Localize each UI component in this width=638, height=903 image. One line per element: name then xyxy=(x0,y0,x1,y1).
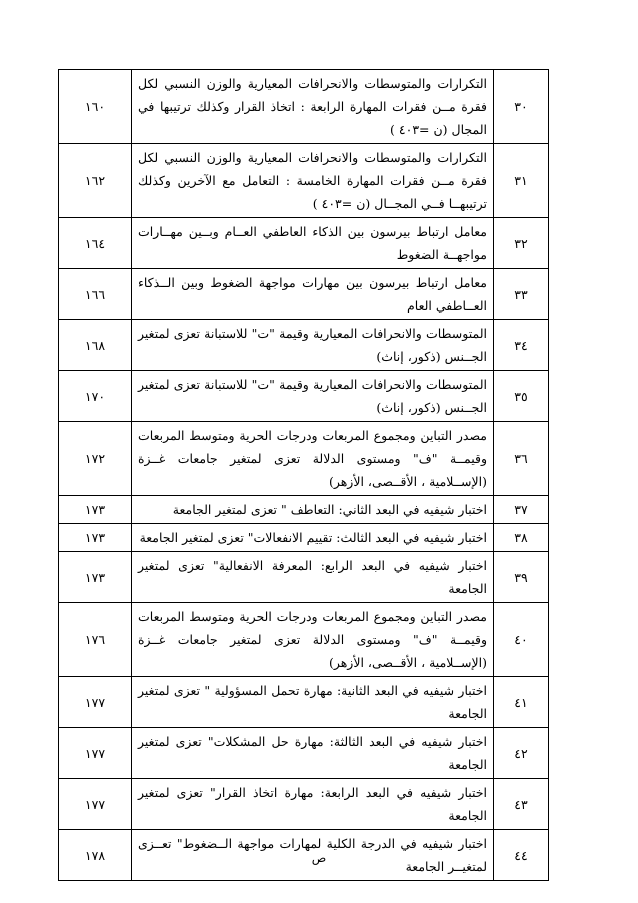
table-number: ٣١ xyxy=(494,144,549,218)
table-number: ٣٤ xyxy=(494,320,549,371)
table-row xyxy=(59,70,549,144)
table-number: ٣٩ xyxy=(494,552,549,603)
table-title: اختبار شيفيه في البعد الثاني: التعاطف " تعزى لمتغير الجامعة xyxy=(132,496,494,524)
page-number: ١٦٤ xyxy=(59,218,132,269)
table-title: اختبار شيفيه في البعد الثالثة: مهارة حل المشكلات" تعزى لمتغير الجامعة xyxy=(132,728,494,779)
table-title: المتوسطات والانحرافات المعيارية وقيمة "ت" للاستبانة تعزى لمتغير الجــنس (ذكور، إناث) xyxy=(132,320,494,371)
table-title: المتوسطات والانحرافات المعيارية وقيمة "ت" للاستبانة تعزى لمتغير الجــنس (ذكور، إناث) xyxy=(132,371,494,422)
table-title: مصدر التباين ومجموع المربعات ودرجات الحرية ومتوسط المربعات وقيمــة "ف" ومستوى الدلالة تعزى لمتغير جامعات غــزة (الإســلامية ، الأقــصى، الأزهر) xyxy=(132,603,494,677)
page-number: ١٧٣ xyxy=(59,496,132,524)
table-row xyxy=(59,422,549,496)
page-number: ١٧٧ xyxy=(59,728,132,779)
page-number: ١٦٠ xyxy=(59,70,132,144)
table-row xyxy=(59,779,549,830)
page-footer: ص xyxy=(311,851,327,865)
page-number: ١٧٢ xyxy=(59,422,132,496)
page-number: ١٧٣ xyxy=(59,552,132,603)
page-number: ١٧٣ xyxy=(59,524,132,552)
table-number: ٤٢ xyxy=(494,728,549,779)
table-title: مصدر التباين ومجموع المربعات ودرجات الحرية ومتوسط المربعات وقيمــة "ف" ومستوى الدلالة تعزى لمتغير جامعات غــزة (الإســلامية ، الأقــصى، الأزهر) xyxy=(132,422,494,496)
table-row xyxy=(59,320,549,371)
table-number: ٤٤ xyxy=(494,830,549,881)
page-number: ١٧٦ xyxy=(59,603,132,677)
table-row xyxy=(59,728,549,779)
page-number: ١٦٢ xyxy=(59,144,132,218)
table-title: اختبار شيفيه في البعد الرابعة: مهارة اتخاذ القرار" تعزى لمتغير الجامعة xyxy=(132,779,494,830)
table-row xyxy=(59,677,549,728)
table-row xyxy=(59,603,549,677)
page-number: ١٧٧ xyxy=(59,677,132,728)
table-title: اختبار شيفيه في البعد الرابع: المعرفة الانفعالية" تعزى لمتغير الجامعة xyxy=(132,552,494,603)
table-title: اختبار شيفيه في البعد الثانية: مهارة تحمل المسؤولية " تعزى لمتغير الجامعة xyxy=(132,677,494,728)
table-number: ٣٢ xyxy=(494,218,549,269)
table-title: التكرارات والمتوسطات والانحرافات المعيارية والوزن النسبي لكل فقرة مــن فقرات المهارة الرابعة : اتخاذ القرار وكذلك ترتيبها في المجال (ن =٤٠٣ ) xyxy=(132,70,494,144)
table-title: اختبار شيفيه في الدرجة الكلية لمهارات مواجهة الــضغوط" تعــزى لمتغيــر الجامعة xyxy=(132,830,494,881)
table-row xyxy=(59,218,549,269)
table-title: معامل ارتباط بيرسون بين مهارات مواجهة الضغوط وبين الــذكاء العــاطفي العام xyxy=(132,269,494,320)
table-number: ٤١ xyxy=(494,677,549,728)
page-number: ١٧٠ xyxy=(59,371,132,422)
table-row xyxy=(59,371,549,422)
table-number: ٣٧ xyxy=(494,496,549,524)
table-title: التكرارات والمتوسطات والانحرافات المعيارية والوزن النسبي لكل فقرة مــن فقرات المهارة الخامسة : التعامل مع الآخرين وكذلك ترتيبهــا فــي المجــال (ن =٤٠٣ ) xyxy=(132,144,494,218)
page-number: ١٧٧ xyxy=(59,779,132,830)
table-number: ٣٦ xyxy=(494,422,549,496)
table-row xyxy=(59,552,549,603)
table-title: اختبار شيفيه في البعد الثالث: تقييم الانفعالات" تعزى لمتغير الجامعة xyxy=(132,524,494,552)
page-number: ١٦٨ xyxy=(59,320,132,371)
table-number: ٣٨ xyxy=(494,524,549,552)
table-row xyxy=(59,524,549,552)
table-title: معامل ارتباط بيرسون بين الذكاء العاطفي العــام وبــين مهــارات مواجهــة الضغوط xyxy=(132,218,494,269)
table-number: ٤٣ xyxy=(494,779,549,830)
toc-body xyxy=(59,70,549,881)
table-row xyxy=(59,269,549,320)
table-number: ٤٠ xyxy=(494,603,549,677)
table-number: ٣٠ xyxy=(494,70,549,144)
table-row xyxy=(59,144,549,218)
table-of-tables xyxy=(58,69,549,881)
page-number: ١٦٦ xyxy=(59,269,132,320)
table-number: ٣٥ xyxy=(494,371,549,422)
table-number: ٣٣ xyxy=(494,269,549,320)
page-number: ١٧٨ xyxy=(59,830,132,881)
table-row xyxy=(59,496,549,524)
